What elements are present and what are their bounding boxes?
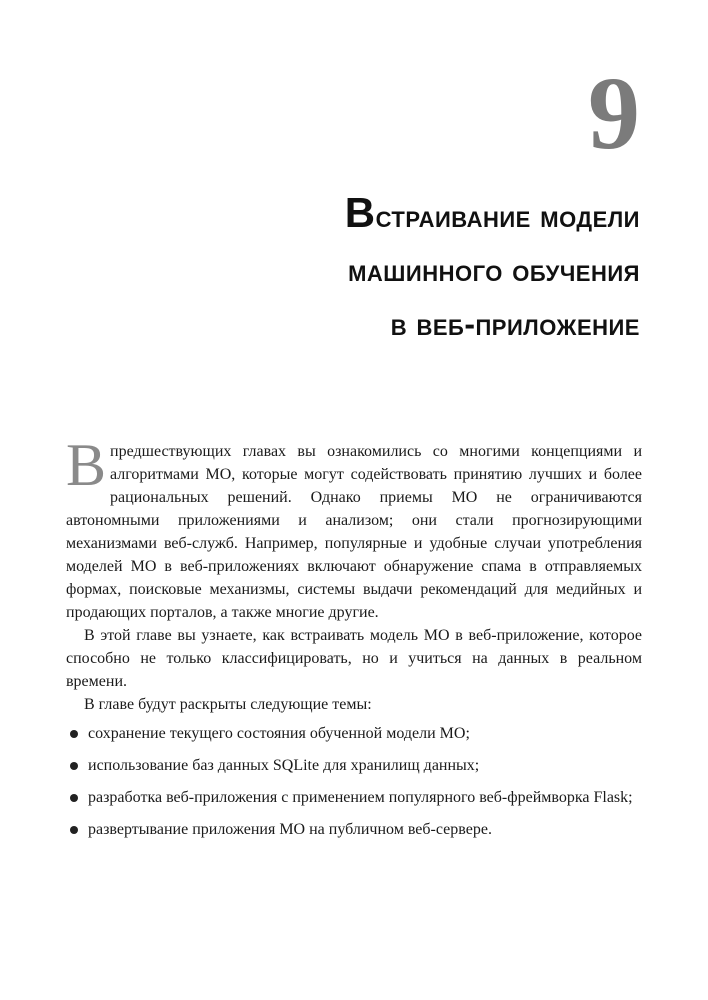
list-item-text: разработка веб-приложения с применением популярного веб-фреймворка Flask;: [88, 789, 633, 806]
list-item: [66, 818, 642, 841]
list-item-text: использование баз данных SQLite для хранилищ данных;: [88, 757, 480, 774]
chapter-number: 9: [588, 56, 640, 171]
title-text: машинного обучения: [348, 252, 640, 288]
list-item-text: сохранение текущего состояния обученной модели МО;: [88, 725, 470, 742]
drop-cap: В: [66, 432, 107, 498]
topics-list: [66, 722, 642, 841]
title-initial: В: [344, 189, 376, 236]
bullet-icon: [70, 794, 78, 802]
bullet-icon: [70, 762, 78, 770]
title-line-3: [345, 297, 640, 351]
list-item-text: развертывание приложения МО на публичном веб-сервере.: [88, 821, 492, 838]
intro-paragraph: [66, 432, 642, 624]
list-item: [66, 722, 642, 745]
list-item: [66, 754, 642, 777]
list-item: [66, 786, 642, 809]
paragraph: В этой главе вы узнаете, как встраивать модель МО в веб-приложение, которое способно не только классифицировать, но и учиться на данных в реальном времени.: [66, 627, 642, 690]
chapter-title: [345, 186, 640, 351]
bullet-icon: [70, 730, 78, 738]
bullet-icon: [70, 826, 78, 834]
paragraph: В главе будут раскрыты следующие темы:: [84, 696, 372, 713]
title-line-1: [345, 186, 640, 243]
title-line-2: [345, 243, 640, 297]
title-text: страивание модели: [375, 198, 640, 234]
title-text: в веб‑приложение: [390, 306, 640, 342]
chapter-body: [66, 432, 642, 850]
intro-text: предшествующих главах вы ознакомились со многими концепциями и алгоритмами МО, которые могут содействовать принятию лучших и более рациональных решений. Однако приемы МО не ограничиваются автономными приложениями и анализом; они стали прогнозирующими механизмами веб-служб. Например, популярные и удобные случаи употребления моделей МО в веб-приложениях включают обнаружение спама в отправляемых формах, поисковые механизмы, системы выдачи рекомендаций для медийных и продающих порталов, а также многие другие.: [66, 443, 642, 621]
